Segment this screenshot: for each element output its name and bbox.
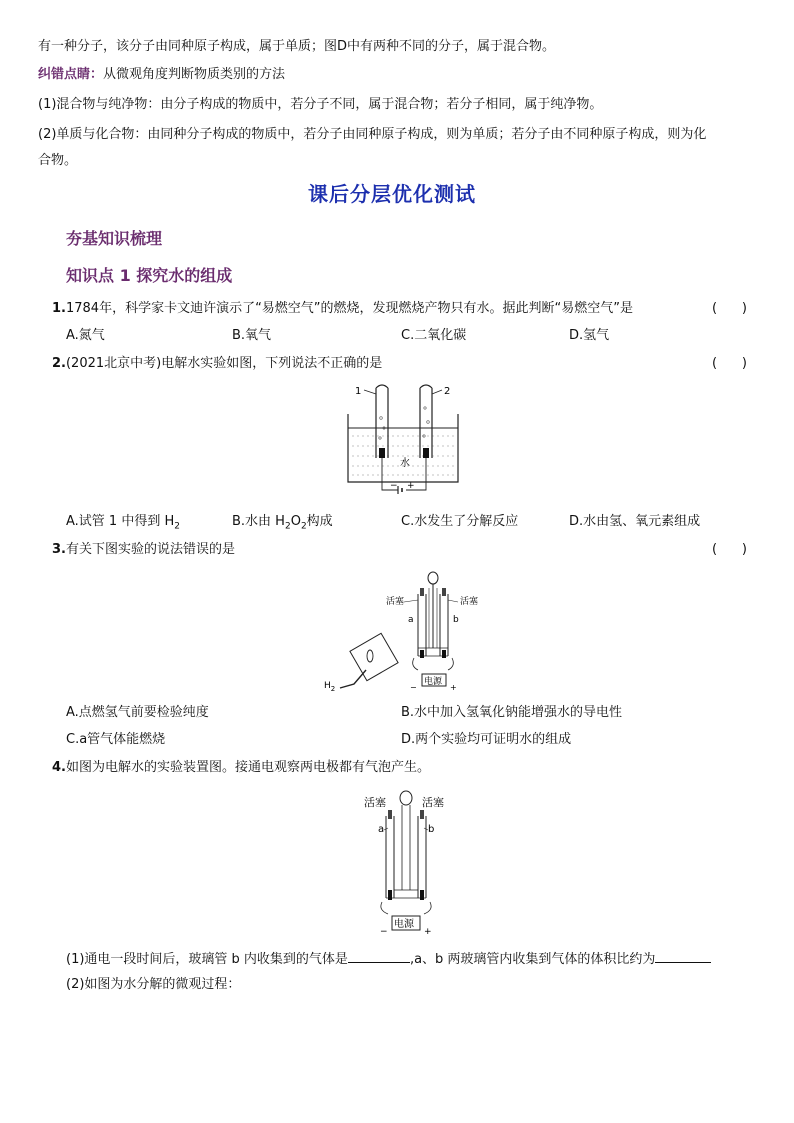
tip-text: 从微观角度判断物质类别的方法 bbox=[103, 67, 286, 82]
q1-option-b: B.氧气 bbox=[232, 328, 272, 343]
q2-option-a: A.试管 1 中得到 $H_2$ bbox=[66, 514, 180, 532]
stopcock-left-label: 活塞 bbox=[364, 796, 386, 809]
h2-label: $H_2$ bbox=[324, 681, 336, 693]
knowledge-point-heading: 知识点 1 探究水的组成 bbox=[66, 266, 233, 285]
question-3 bbox=[52, 541, 235, 559]
question-4 bbox=[52, 759, 430, 777]
electrolysis-figure-q2 bbox=[340, 378, 466, 498]
q2-option-b: B.水由 $H_2O_2$构成 bbox=[232, 514, 333, 532]
power-label: 电源 bbox=[424, 677, 443, 687]
section-heading: 夯基知识梳理 bbox=[66, 229, 163, 248]
stopcock-left-label: 活塞 bbox=[386, 597, 405, 607]
answer-blank-2[interactable] bbox=[655, 950, 711, 963]
tube-a-label: a bbox=[408, 615, 414, 625]
page-title: 课后分层优化测试 bbox=[308, 182, 476, 206]
tube-a-label: a bbox=[378, 824, 385, 835]
tip-line bbox=[38, 66, 285, 84]
q1-option-c: C.二氧化碳 bbox=[401, 328, 467, 343]
electrolysis-figure-q4 bbox=[356, 786, 456, 938]
tube-b-label: b bbox=[428, 824, 435, 835]
minus-sign: − bbox=[380, 927, 388, 937]
question-number: 3. bbox=[52, 542, 66, 557]
question-number: 2. bbox=[52, 356, 66, 371]
q4-subquestion-2: (2)如图为水分解的微观过程： bbox=[66, 977, 241, 992]
stopcock-right-label: 活塞 bbox=[422, 796, 444, 809]
experiment-figure-q3 bbox=[318, 566, 498, 696]
q3-option-b: B.水中加入氢氧化钠能增强水的导电性 bbox=[401, 705, 623, 720]
intro-point-1: (1)混合物与纯净物：由分子构成的物质中，若分子不同，属于混合物；若分子相同，属于纯净物。 bbox=[38, 97, 603, 112]
plus-sign: + bbox=[450, 683, 457, 692]
q3-option-a: A.点燃氢气前要检验纯度 bbox=[66, 705, 209, 720]
question-2 bbox=[52, 355, 382, 373]
q2-option-d: D.水由氢、氧元素组成 bbox=[569, 514, 701, 529]
battery-plus: + bbox=[407, 481, 415, 491]
question-text: 如图为电解水的实验装置图。接通电观察两电极都有气泡产生。 bbox=[65, 760, 430, 775]
tube-b-label: b bbox=[453, 615, 459, 625]
stopcock-right-label: 活塞 bbox=[460, 597, 479, 607]
intro-point-2b: 合物。 bbox=[38, 153, 78, 168]
tip-label: 纠错点睛： bbox=[38, 67, 104, 82]
question-number: 1. bbox=[52, 301, 66, 316]
plus-sign: + bbox=[424, 927, 432, 937]
q2-option-c: C.水发生了分解反应 bbox=[401, 514, 519, 529]
q3-option-c: C.a管气体能燃烧 bbox=[66, 732, 166, 747]
q1-option-d: D.氢气 bbox=[569, 328, 610, 343]
power-label: 电源 bbox=[394, 919, 414, 930]
q1-option-a: A.氮气 bbox=[66, 328, 105, 343]
question-1 bbox=[52, 300, 633, 318]
tube-label-1: 1 bbox=[355, 386, 362, 397]
q4-subquestion-1: (1)通电一段时间后，玻璃管 b 内收集到的气体是 ,a、b 两玻璃管内收集到气体的体积比约为 bbox=[66, 950, 711, 969]
intro-point-2a: (2)单质与化合物：由同种分子构成的物质中，若分子由同种原子构成，则为单质；若分子由不同种原子构成，则为化 bbox=[38, 127, 707, 142]
water-label: 水 bbox=[400, 458, 410, 469]
answer-paren-1: ( ) bbox=[712, 301, 747, 316]
question-text: 有关下图实验的说法错误的是 bbox=[65, 542, 235, 557]
question-number: 4. bbox=[52, 760, 66, 775]
q3-option-d: D.两个实验均可证明水的组成 bbox=[401, 732, 572, 747]
question-text: (2021北京中考)电解水实验如图，下列说法不正确的是 bbox=[65, 356, 383, 371]
tube-label-2: 2 bbox=[444, 386, 451, 397]
minus-sign: − bbox=[410, 683, 417, 692]
answer-paren-3: ( ) bbox=[712, 542, 747, 557]
battery-minus: − bbox=[390, 481, 398, 491]
answer-paren-2: ( ) bbox=[712, 356, 747, 371]
question-text: 1784年，科学家卡文迪许演示了“易燃空气”的燃烧，发现燃烧产物只有水。据此判断“易燃空气”是 bbox=[65, 301, 634, 316]
answer-blank-1[interactable] bbox=[348, 950, 410, 963]
intro-line-1: 有一种分子，该分子由同种原子构成，属于单质；图D中有两种不同的分子，属于混合物。 bbox=[38, 39, 556, 54]
